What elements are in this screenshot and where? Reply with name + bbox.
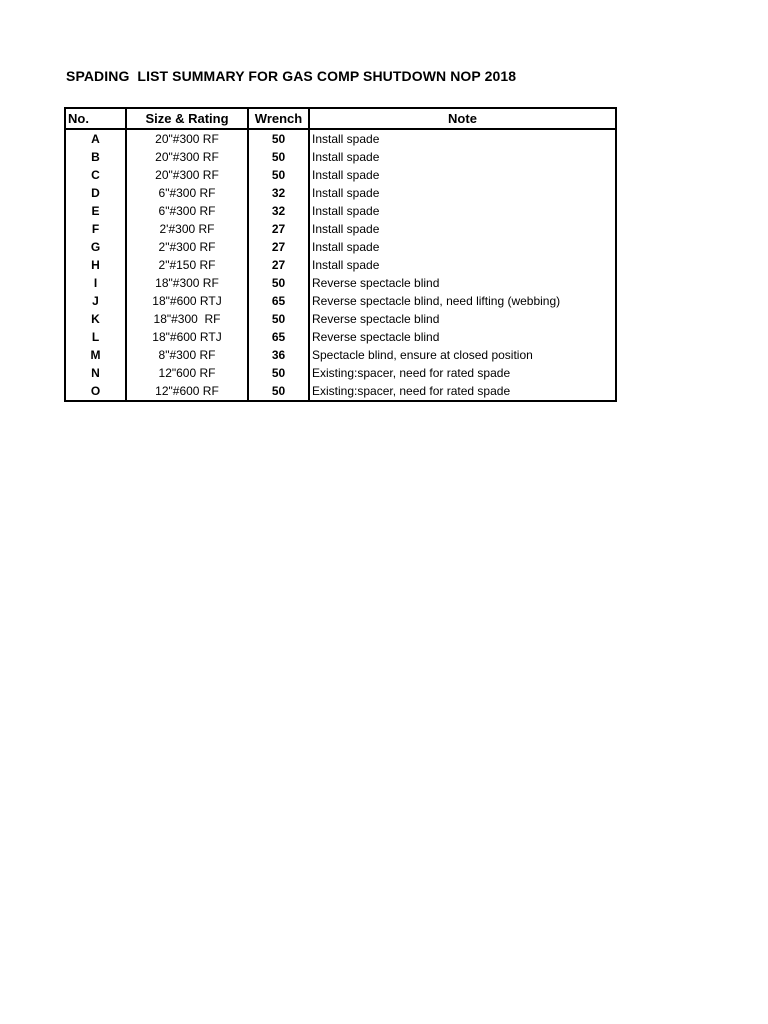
header-wrench: Wrench	[248, 108, 309, 129]
table-row	[65, 202, 616, 220]
table-row	[65, 310, 616, 328]
cell-size-rating: 2'#300 RF	[126, 220, 248, 238]
table-row	[65, 129, 616, 148]
table-header	[65, 108, 616, 129]
cell-wrench: 36	[248, 346, 309, 364]
header-row	[65, 108, 616, 129]
header-no: No.	[65, 108, 126, 129]
cell-note: Install spade	[309, 202, 616, 220]
cell-no: N	[91, 366, 100, 380]
table-row	[65, 382, 616, 401]
cell-note: Install spade	[309, 220, 616, 238]
cell-no: D	[91, 186, 100, 200]
cell-no: F	[91, 222, 100, 236]
cell-note: Install spade	[309, 129, 616, 148]
cell-note: Existing:spacer, need for rated spade	[309, 364, 616, 382]
cell-wrench: 50	[248, 274, 309, 292]
cell-wrench: 50	[248, 129, 309, 148]
cell-size-rating: 18"#300 RF	[126, 274, 248, 292]
document-title: SPADING LIST SUMMARY FOR GAS COMP SHUTDOWN NOP 2018	[66, 68, 517, 84]
cell-wrench: 27	[248, 238, 309, 256]
cell-wrench: 32	[248, 202, 309, 220]
cell-no: O	[90, 384, 101, 398]
header-note: Note	[309, 108, 616, 129]
cell-size-rating: 12"#600 RF	[126, 382, 248, 401]
table-body	[65, 129, 616, 401]
cell-size-rating: 2"#300 RF	[126, 238, 248, 256]
table-row	[65, 238, 616, 256]
cell-size-rating: 18"#600 RTJ	[126, 328, 248, 346]
cell-wrench: 65	[248, 328, 309, 346]
cell-note: Reverse spectacle blind, need lifting (webbing)	[309, 292, 616, 310]
cell-no: E	[91, 204, 100, 218]
cell-note: Spectacle blind, ensure at closed position	[309, 346, 616, 364]
cell-wrench: 50	[248, 166, 309, 184]
cell-wrench: 50	[248, 364, 309, 382]
table-row	[65, 166, 616, 184]
table-row	[65, 256, 616, 274]
cell-no: I	[93, 276, 98, 290]
table-row	[65, 220, 616, 238]
cell-no: A	[91, 132, 100, 146]
cell-size-rating: 18"#600 RTJ	[126, 292, 248, 310]
cell-no: B	[91, 150, 100, 164]
cell-note: Install spade	[309, 184, 616, 202]
table-row	[65, 346, 616, 364]
cell-no: K	[91, 312, 100, 326]
cell-note: Install spade	[309, 148, 616, 166]
cell-size-rating: 20"#300 RF	[126, 166, 248, 184]
cell-note: Install spade	[309, 256, 616, 274]
cell-size-rating: 2"#150 RF	[126, 256, 248, 274]
cell-no: L	[91, 330, 100, 344]
table-row	[65, 274, 616, 292]
cell-size-rating: 20"#300 RF	[126, 129, 248, 148]
cell-no: M	[90, 348, 101, 362]
cell-note: Install spade	[309, 166, 616, 184]
cell-wrench: 50	[248, 148, 309, 166]
cell-wrench: 50	[248, 310, 309, 328]
table-row	[65, 292, 616, 310]
cell-size-rating: 12"600 RF	[126, 364, 248, 382]
cell-wrench: 27	[248, 256, 309, 274]
cell-note: Reverse spectacle blind	[309, 274, 616, 292]
table-row	[65, 148, 616, 166]
cell-wrench: 65	[248, 292, 309, 310]
cell-size-rating: 8"#300 RF	[126, 346, 248, 364]
cell-size-rating: 6"#300 RF	[126, 202, 248, 220]
cell-note: Existing:spacer, need for rated spade	[309, 382, 616, 401]
cell-size-rating: 18"#300 RF	[126, 310, 248, 328]
cell-no: C	[91, 168, 100, 182]
table-row	[65, 364, 616, 382]
cell-no: H	[91, 258, 100, 272]
table-row	[65, 328, 616, 346]
cell-note: Install spade	[309, 238, 616, 256]
cell-wrench: 50	[248, 382, 309, 401]
cell-wrench: 32	[248, 184, 309, 202]
header-size-rating: Size & Rating	[126, 108, 248, 129]
cell-wrench: 27	[248, 220, 309, 238]
cell-size-rating: 20"#300 RF	[126, 148, 248, 166]
table-row	[65, 184, 616, 202]
cell-no: J	[92, 294, 99, 308]
cell-no: G	[90, 240, 101, 254]
spading-list-table	[64, 107, 617, 402]
cell-size-rating: 6"#300 RF	[126, 184, 248, 202]
cell-note: Reverse spectacle blind	[309, 310, 616, 328]
cell-note: Reverse spectacle blind	[309, 328, 616, 346]
